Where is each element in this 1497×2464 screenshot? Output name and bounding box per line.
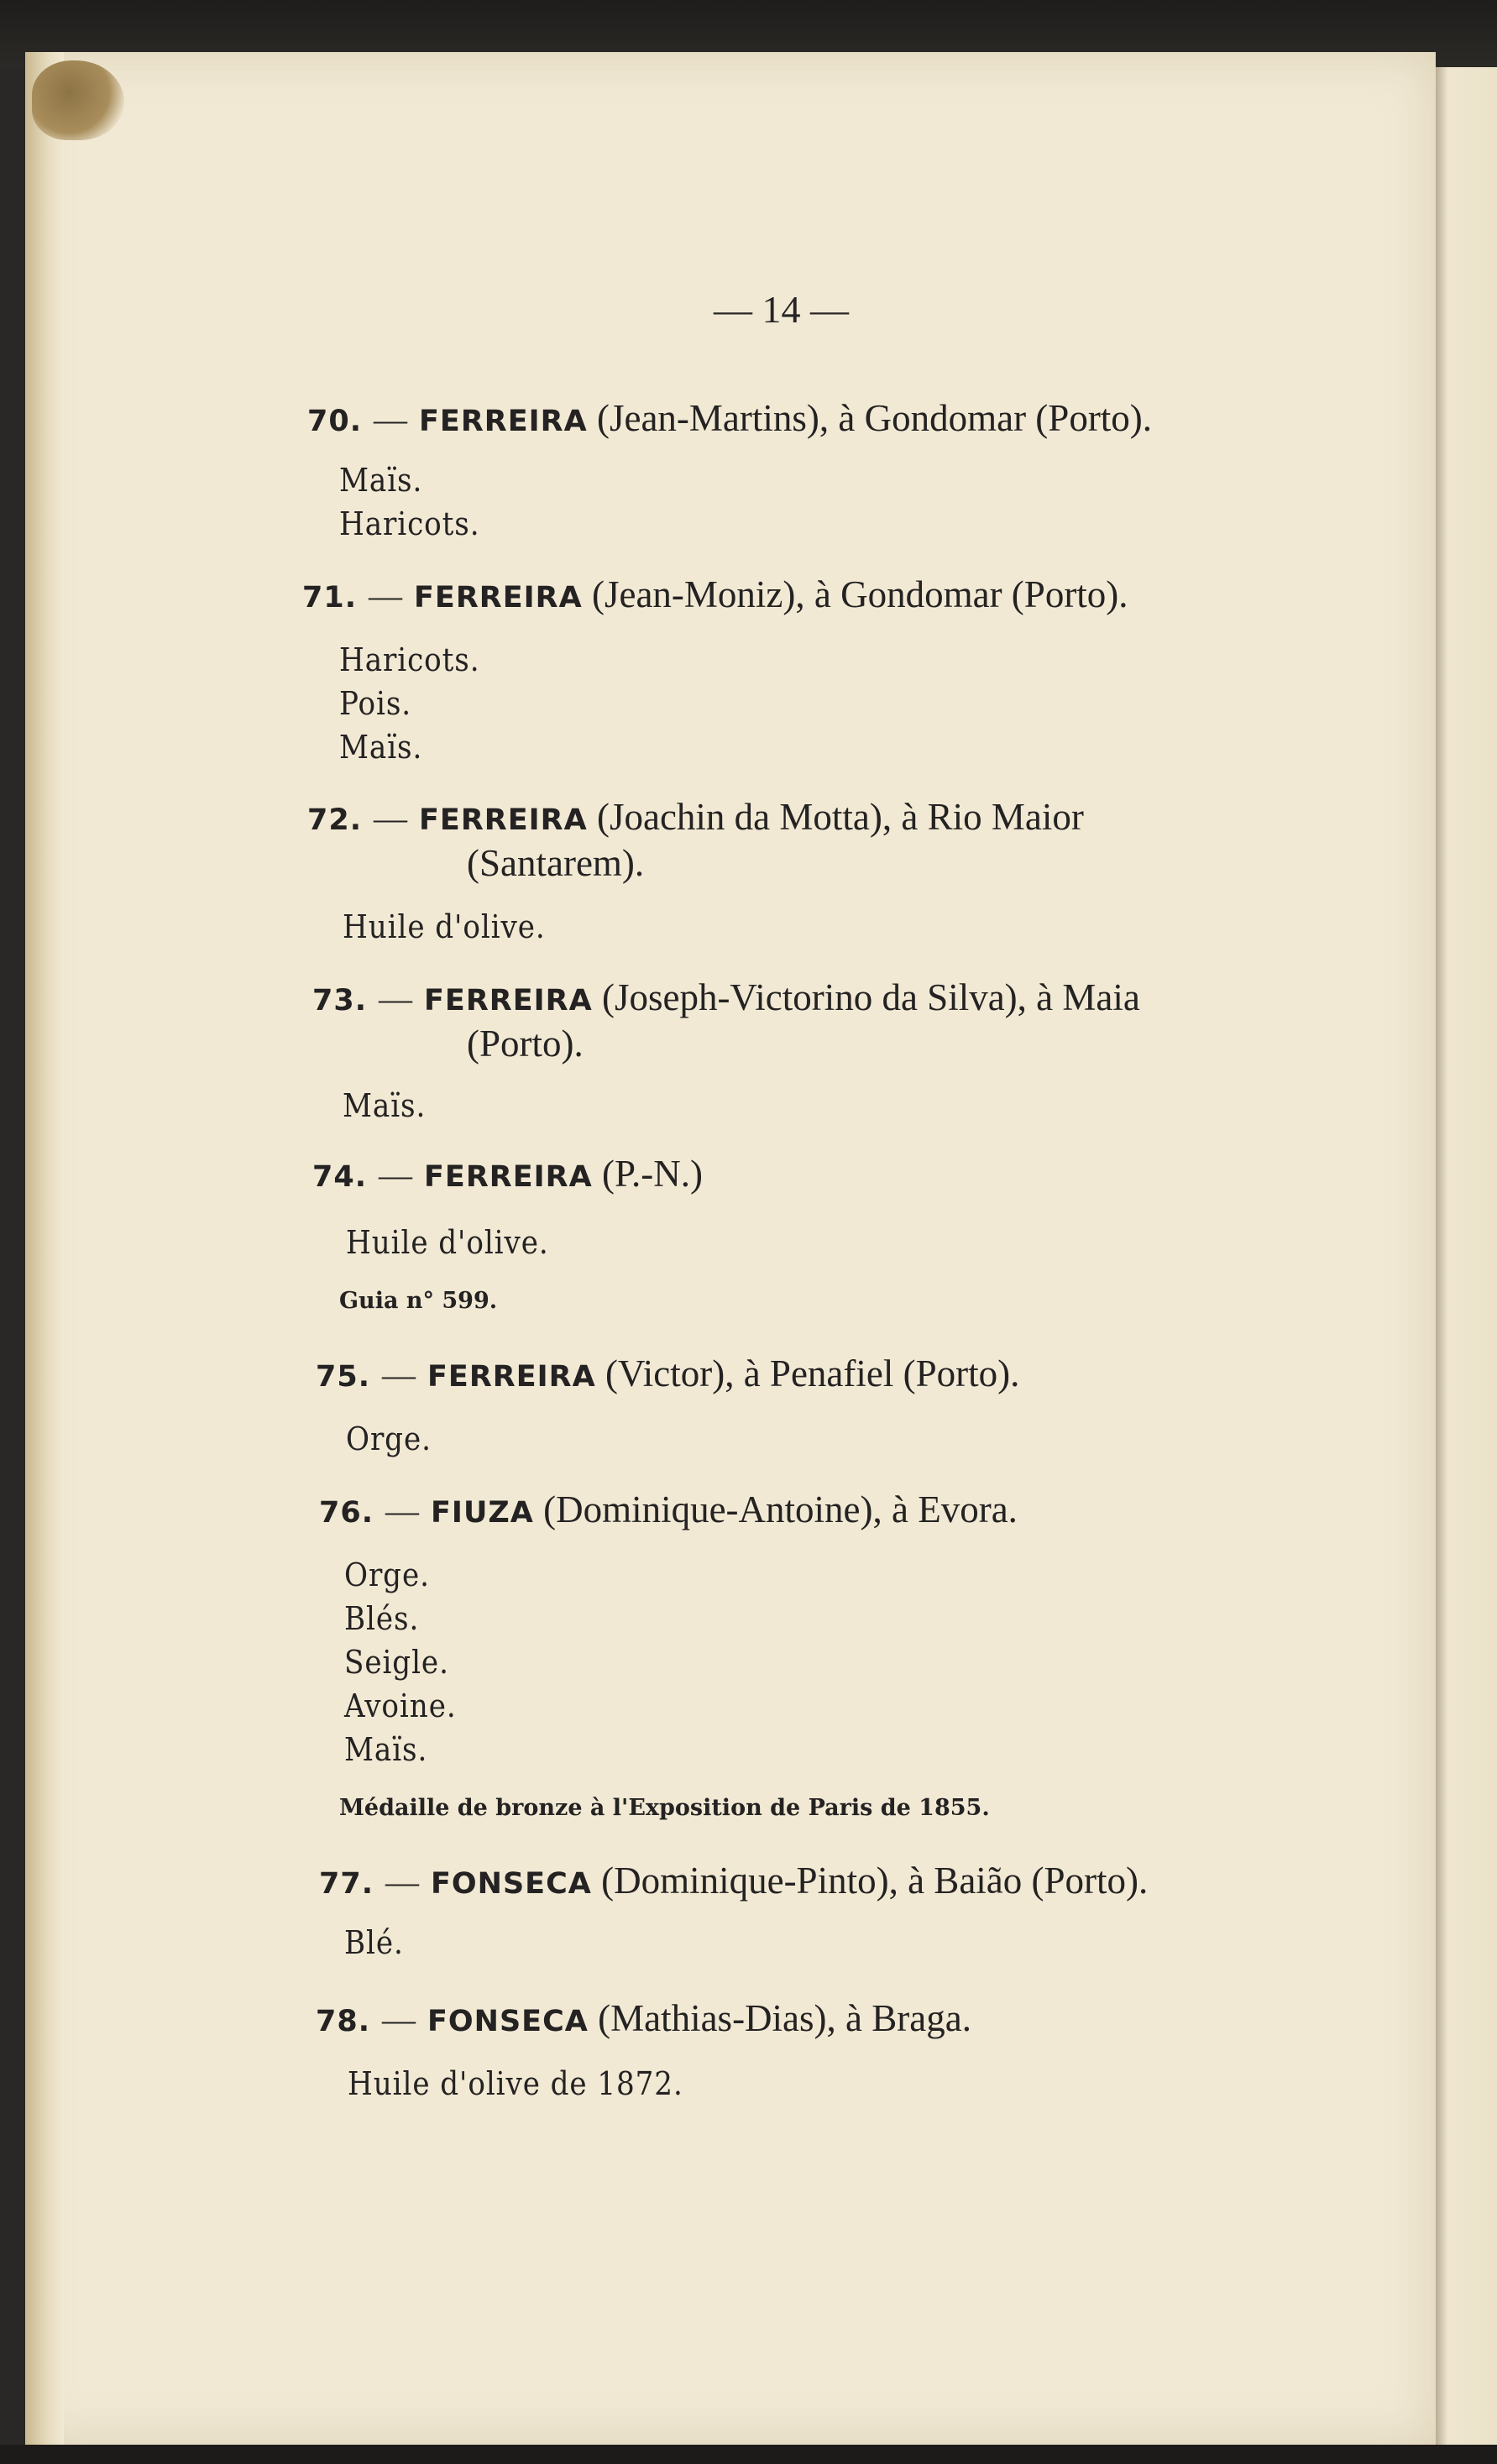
entry-name: FERREIRA bbox=[414, 581, 583, 615]
entry-heading bbox=[319, 1857, 1148, 1907]
entry-number: 78. bbox=[316, 2005, 371, 2038]
product-item: Huile d'olive. bbox=[346, 1224, 549, 1261]
entry-number: 71. bbox=[302, 581, 358, 615]
product-item: Haricots. bbox=[339, 505, 480, 542]
entry-dash: — bbox=[385, 1492, 420, 1530]
entry-note: Médaille de bronze à l'Exposition de Paris de 1855. bbox=[339, 1795, 990, 1821]
entry-heading bbox=[307, 395, 1152, 445]
entry-heading bbox=[316, 1350, 1019, 1400]
entry-number: 72. bbox=[307, 803, 363, 837]
entry-details: (Joachin da Motta), à Rio Maior bbox=[596, 796, 1084, 838]
entry-heading bbox=[312, 1150, 703, 1201]
entry-name: FERREIRA bbox=[419, 803, 588, 837]
product-item: Orge. bbox=[346, 1420, 432, 1457]
product-item: Maïs. bbox=[339, 462, 423, 499]
entry-name: FIUZA bbox=[431, 1496, 534, 1530]
entry-details: (P.-N.) bbox=[601, 1153, 703, 1195]
entry-dash: — bbox=[382, 1356, 416, 1394]
entry-dash: — bbox=[374, 400, 408, 438]
entry-number: 70. bbox=[307, 405, 363, 438]
entry-heading bbox=[316, 1995, 971, 2045]
entry-name: FONSECA bbox=[431, 1867, 592, 1901]
entry-details: (Joseph-Victorino da Silva), à Maia bbox=[601, 976, 1140, 1018]
entry-details: (Dominique-Antoine), à Evora. bbox=[543, 1488, 1018, 1530]
product-item: Huile d'olive de 1872. bbox=[348, 2065, 683, 2102]
product-item: Avoine. bbox=[344, 1687, 457, 1724]
entry-number: 73. bbox=[312, 984, 368, 1018]
product-item: Orge. bbox=[344, 1556, 430, 1593]
entry-note: Guia n° 599. bbox=[339, 1288, 498, 1314]
entry-name: FERREIRA bbox=[424, 1160, 593, 1194]
page-number: — 14 — bbox=[714, 288, 849, 331]
entry-name: FERREIRA bbox=[424, 984, 593, 1018]
product-item: Maïs. bbox=[343, 1087, 427, 1124]
product-item: Haricots. bbox=[339, 641, 480, 678]
entry-dash: — bbox=[374, 799, 408, 837]
entry-number: 74. bbox=[312, 1160, 368, 1194]
paper-stain bbox=[32, 60, 124, 140]
entry-dash: — bbox=[385, 1863, 420, 1901]
entry-details: (Jean-Martins), à Gondomar (Porto). bbox=[596, 397, 1153, 439]
entry-number: 77. bbox=[319, 1867, 374, 1901]
entry-heading bbox=[312, 974, 1140, 1024]
page-gutter bbox=[25, 52, 64, 2445]
entry-details: (Dominique-Pinto), à Baião (Porto). bbox=[601, 1860, 1149, 1902]
entry-heading bbox=[319, 1486, 1018, 1536]
book-bottom-edge bbox=[0, 2445, 1497, 2464]
entry-dash: — bbox=[379, 980, 413, 1018]
entry-dash: — bbox=[369, 577, 403, 615]
entry-dash: — bbox=[379, 1156, 413, 1194]
product-item: Blé. bbox=[344, 1924, 404, 1961]
product-item: Blés. bbox=[344, 1600, 420, 1637]
product-item: Maïs. bbox=[344, 1731, 428, 1768]
entry-continuation: (Santarem). bbox=[467, 842, 645, 884]
entry-name: FERREIRA bbox=[419, 405, 588, 438]
entry-continuation: (Porto). bbox=[467, 1023, 584, 1065]
entry-name: FONSECA bbox=[427, 2005, 589, 2038]
product-item: Huile d'olive. bbox=[343, 908, 546, 945]
entry-number: 75. bbox=[316, 1360, 371, 1394]
entry-heading bbox=[302, 571, 1128, 621]
entry-details: (Mathias-Dias), à Braga. bbox=[598, 1997, 971, 2039]
entry-number: 76. bbox=[319, 1496, 374, 1530]
entry-dash: — bbox=[382, 2001, 416, 2038]
entry-heading bbox=[307, 793, 1084, 844]
product-item: Pois. bbox=[339, 685, 412, 722]
entry-details: (Victor), à Penafiel (Porto). bbox=[605, 1352, 1020, 1394]
entry-name: FERREIRA bbox=[427, 1360, 596, 1394]
entry-details: (Jean-Moniz), à Gondomar (Porto). bbox=[591, 573, 1128, 615]
product-item: Maïs. bbox=[339, 729, 423, 766]
next-page-edge bbox=[1436, 67, 1497, 2451]
product-item: Seigle. bbox=[344, 1644, 449, 1681]
